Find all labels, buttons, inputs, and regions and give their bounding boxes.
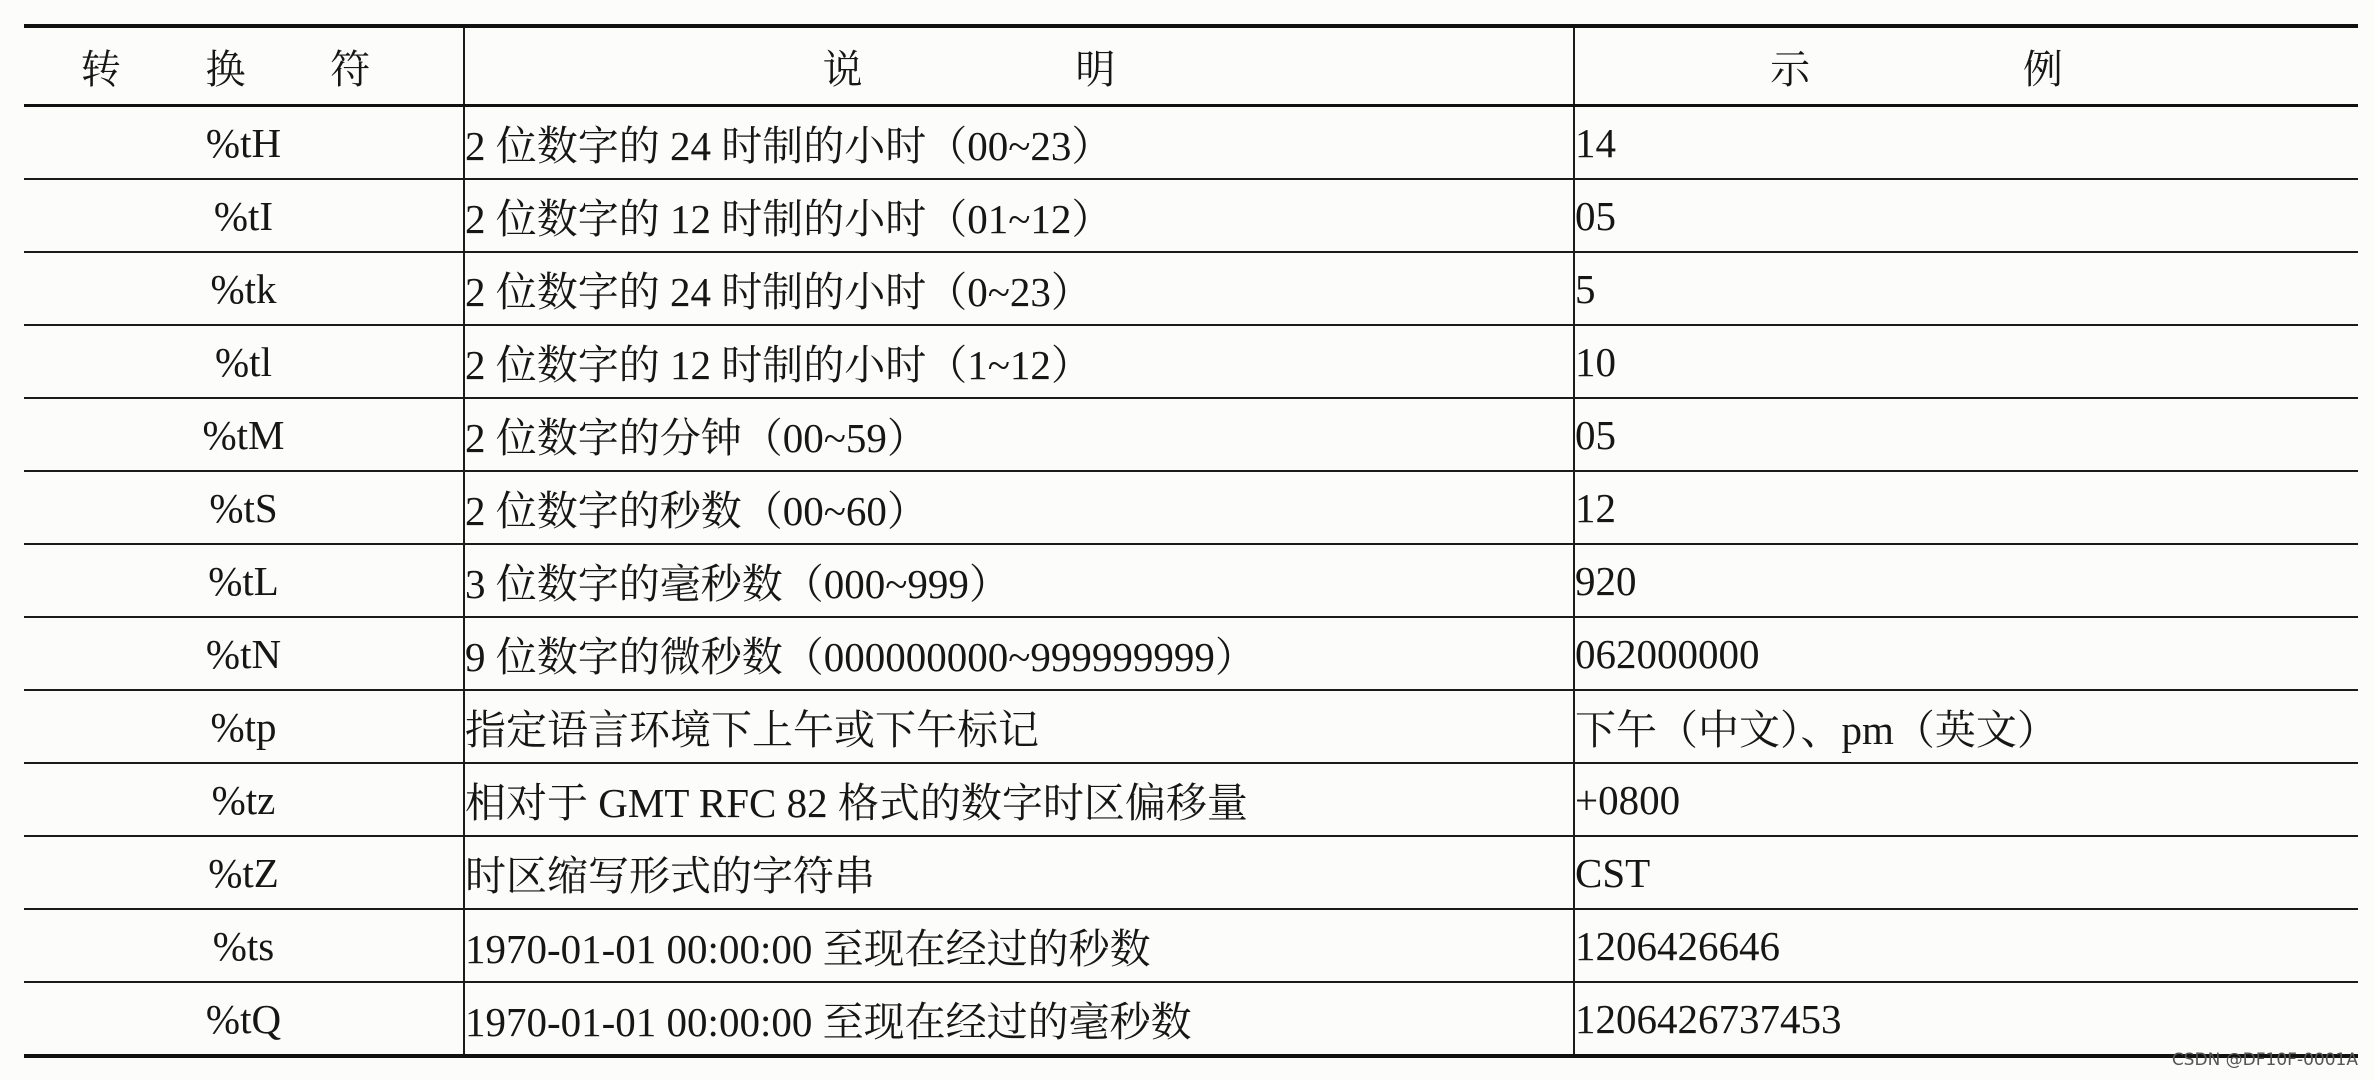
conversion-symbol: %tZ <box>24 836 464 909</box>
conversion-description: 2 位数字的 24 时制的小时（0~23） <box>464 252 1574 325</box>
conversion-description: 1970-01-01 00:00:00 至现在经过的秒数 <box>464 909 1574 982</box>
table-row <box>24 325 2358 398</box>
table-row <box>24 617 2358 690</box>
conversion-symbol: %tM <box>24 398 464 471</box>
conversion-example: 920 <box>1574 544 2358 617</box>
table-row <box>24 982 2358 1056</box>
conversion-symbol: %tN <box>24 617 464 690</box>
conversion-description: 2 位数字的分钟（00~59） <box>464 398 1574 471</box>
conversion-description: 时区缩写形式的字符串 <box>464 836 1574 909</box>
conversion-symbol: %tQ <box>24 982 464 1056</box>
table-header <box>24 26 2358 106</box>
conversion-example: 下午（中文）、pm（英文） <box>1574 690 2358 763</box>
conversion-description: 2 位数字的 12 时制的小时（1~12） <box>464 325 1574 398</box>
conversion-example: 05 <box>1574 179 2358 252</box>
conversion-description: 2 位数字的秒数（00~60） <box>464 471 1574 544</box>
conversion-symbol: %tz <box>24 763 464 836</box>
conversion-example: +0800 <box>1574 763 2358 836</box>
conversion-symbol: %tl <box>24 325 464 398</box>
table-row <box>24 398 2358 471</box>
conversion-example: 5 <box>1574 252 2358 325</box>
conversion-example: 05 <box>1574 398 2358 471</box>
header-row <box>24 26 2358 106</box>
conversion-symbol: %tL <box>24 544 464 617</box>
conversion-example: 14 <box>1574 106 2358 180</box>
table-row <box>24 471 2358 544</box>
date-time-conversion-table <box>24 24 2358 1058</box>
table-row <box>24 252 2358 325</box>
table-row <box>24 179 2358 252</box>
conversion-symbol: %tp <box>24 690 464 763</box>
conversion-example: 12 <box>1574 471 2358 544</box>
conversion-symbol: %ts <box>24 909 464 982</box>
header-description: 说 明 <box>464 26 1574 106</box>
conversion-description: 3 位数字的毫秒数（000~999） <box>464 544 1574 617</box>
conversion-example: 10 <box>1574 325 2358 398</box>
conversion-symbol: %tI <box>24 179 464 252</box>
conversion-description: 2 位数字的 12 时制的小时（01~12） <box>464 179 1574 252</box>
conversion-example: 1206426737453 <box>1574 982 2358 1056</box>
header-conversion: 转 换 符 <box>24 26 464 106</box>
header-example: 示 例 <box>1574 26 2358 106</box>
source-watermark: CSDN @DF10F-0001A <box>2171 1050 2358 1070</box>
table-row <box>24 763 2358 836</box>
table-row <box>24 544 2358 617</box>
conversion-description: 相对于 GMT RFC 82 格式的数字时区偏移量 <box>464 763 1574 836</box>
table-row <box>24 909 2358 982</box>
conversion-example: CST <box>1574 836 2358 909</box>
table-row <box>24 106 2358 180</box>
conversion-example: 062000000 <box>1574 617 2358 690</box>
conversion-symbol: %tS <box>24 471 464 544</box>
conversion-symbol: %tH <box>24 106 464 180</box>
table-row <box>24 690 2358 763</box>
table-row <box>24 836 2358 909</box>
conversion-description: 指定语言环境下上午或下午标记 <box>464 690 1574 763</box>
conversion-description: 9 位数字的微秒数（000000000~999999999） <box>464 617 1574 690</box>
conversion-symbol: %tk <box>24 252 464 325</box>
table-body <box>24 106 2358 1057</box>
conversion-description: 1970-01-01 00:00:00 至现在经过的毫秒数 <box>464 982 1574 1056</box>
conversion-example: 1206426646 <box>1574 909 2358 982</box>
conversion-description: 2 位数字的 24 时制的小时（00~23） <box>464 106 1574 180</box>
